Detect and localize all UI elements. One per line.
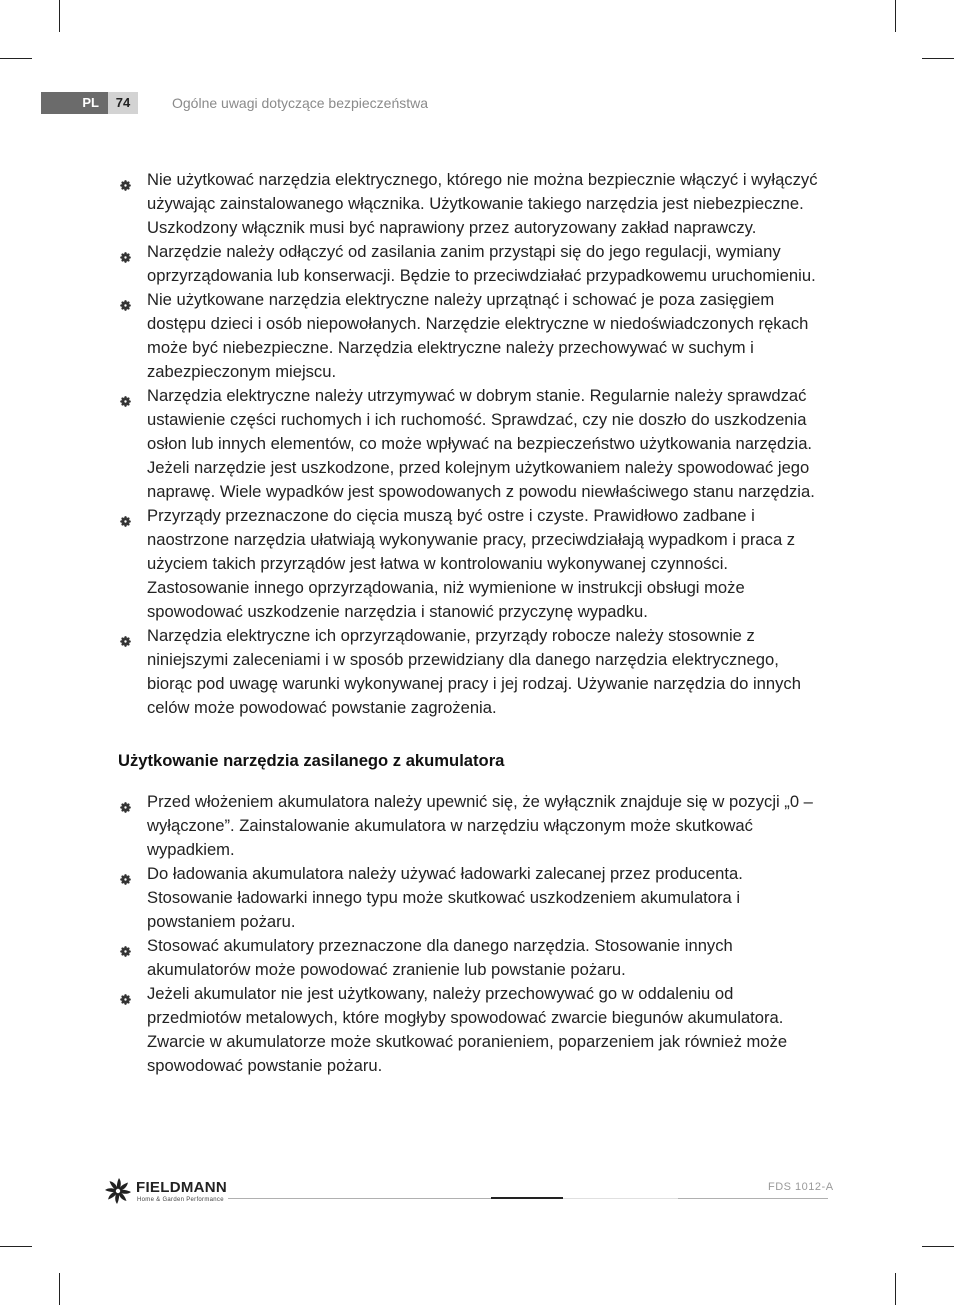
list-item-text: Przed włożeniem akumulatora należy upewnić się, że wyłącznik znajduje się w pozycji „0 – wyłączone”. Zainstalowanie akumulatora w narzędziu włączonym może skutkować wypadkiem.: [147, 792, 813, 859]
fan-leaf-icon: [103, 1176, 133, 1206]
list-item-text: Stosować akumulatory przeznaczone dla danego narzędzia. Stosowanie innych akumulatorów może powodować zranienie lub powstanie pożaru.: [147, 936, 733, 979]
crop-mark: [922, 58, 954, 59]
list-item: [118, 790, 818, 862]
list-item: [118, 240, 818, 288]
footer-rule-accent: [491, 1197, 563, 1199]
brand-tagline: Home & Garden Performance: [137, 1197, 224, 1203]
section-title: Ogólne uwagi dotyczące bezpieczeństwa: [172, 95, 429, 111]
list-item: [118, 934, 818, 982]
list-item: [118, 168, 818, 240]
list-item-text: Narzędzia elektryczne ich oprzyrządowanie, przyrządy robocze należy stosownie z niniejszymi zaleceniami i w sposób przewidziany dla danego narzędzia elektrycznego, biorąc pod uwagę warunki wykonywanej pracy i jej rodzaj. Używanie narzędzia do innych celów może powodować powstanie zagrożenia.: [147, 626, 801, 717]
language-label: PL: [41, 92, 108, 114]
list-item: [118, 982, 818, 1078]
crop-mark: [895, 0, 896, 32]
safety-list: [118, 168, 818, 720]
flower-bullet-icon: [120, 390, 131, 401]
footer-rule: [228, 1198, 491, 1199]
list-item-text: Do ładowania akumulatora należy używać ładowarki zalecanej przez producenta. Stosowanie ładowarki innego typu może skutkować uszkodzeniem akumulatora i powstaniem pożaru.: [147, 864, 743, 931]
list-item: [118, 288, 818, 384]
model-code: FDS 1012-A: [768, 1181, 834, 1193]
page-number: 74: [108, 92, 138, 114]
brand-logo: [103, 1176, 228, 1208]
list-item-text: Narzędzie należy odłączyć od zasilania zanim przystąpi się do jego regulacji, wymiany oprzyrządowania lub konserwacji. Będzie to przeciwdziałać przypadkowemu uruchomieniu.: [147, 242, 816, 285]
flower-bullet-icon: [120, 796, 131, 807]
section-heading: Użytkowanie narzędzia zasilanego z akumulatora: [118, 751, 505, 770]
flower-bullet-icon: [120, 940, 131, 951]
list-item-text: Przyrządy przeznaczone do cięcia muszą być ostre i czyste. Prawidłowo zadbane i naostrzone narzędzia ułatwiają wykonywanie pracy, przeciwdziałają wypadkom i praca z użyciem takich przyrządów jest łatwa w kontrolowaniu wykonywanej czynności. Zastosowanie innego oprzyrządowania, niż wymienione w instrukcji obsługi może spowodować uszkodzenie narzędzia i stanowić przyczynę wypadku.: [147, 506, 796, 621]
crop-mark: [0, 58, 32, 59]
footer-rule: [563, 1198, 678, 1199]
flower-bullet-icon: [120, 294, 131, 305]
list-item-text: Narzędzia elektryczne należy utrzymywać w dobrym stanie. Regularnie należy sprawdzać ustawienie części ruchomych i ich ruchomość. Sprawdzać, czy nie doszło do uszkodzenia osłon lub innych elementów, co może wpływać na bezpieczeństwo użytkowania narzędzia. Jeżeli narzędzie jest uszkodzone, przed kolejnym użytkowaniem należy spowodować jego naprawę. Wiele wypadków jest spowodowanych z powodu niewłaściwego stanu narzędzia.: [147, 386, 815, 501]
list-item-text: Jeżeli akumulator nie jest użytkowany, należy przechowywać go w oddaleniu od przedmiotów metalowych, które mogłyby spowodować zwarcie biegunów akumulatora. Zwarcie w akumulatorze może skutkować poranieniem, poparzeniem jak również może spowodować powstanie pożaru.: [147, 984, 788, 1075]
list-item: [118, 862, 818, 934]
brand-name: FIELDMANN: [136, 1179, 228, 1196]
flower-bullet-icon: [120, 988, 131, 999]
crop-mark: [922, 1246, 954, 1247]
battery-safety-list: [118, 790, 818, 1078]
list-item-text: Nie użytkować narzędzia elektrycznego, którego nie można bezpiecznie włączyć i wyłączyć używając zainstalowanego włącznika. Użytkowanie takiego narzędzia jest niebezpieczne. Uszkodzony włącznik musi być naprawiony przez autoryzowany zakład naprawczy.: [147, 170, 818, 237]
crop-mark: [0, 1246, 32, 1247]
flower-bullet-icon: [120, 174, 131, 185]
page-content: [118, 168, 818, 1078]
list-item-text: Nie użytkowane narzędzia elektryczne należy uprzątnąć i schować je poza zasięgiem dostępu dzieci i osób niepowołanych. Narzędzie elektryczne w niedoświadczonych rękach może być niebezpieczne. Narzędzia elektryczne należy przechowywać w suchym i zabezpieczonym miejscu.: [147, 290, 809, 381]
list-item: [118, 504, 818, 624]
list-item: [118, 624, 818, 720]
flower-bullet-icon: [120, 868, 131, 879]
footer-rule: [678, 1198, 828, 1199]
flower-bullet-icon: [120, 246, 131, 257]
list-item: [118, 384, 818, 504]
flower-bullet-icon: [120, 630, 131, 641]
crop-mark: [895, 1273, 896, 1305]
flower-bullet-icon: [120, 510, 131, 521]
crop-mark: [59, 0, 60, 32]
crop-mark: [59, 1273, 60, 1305]
